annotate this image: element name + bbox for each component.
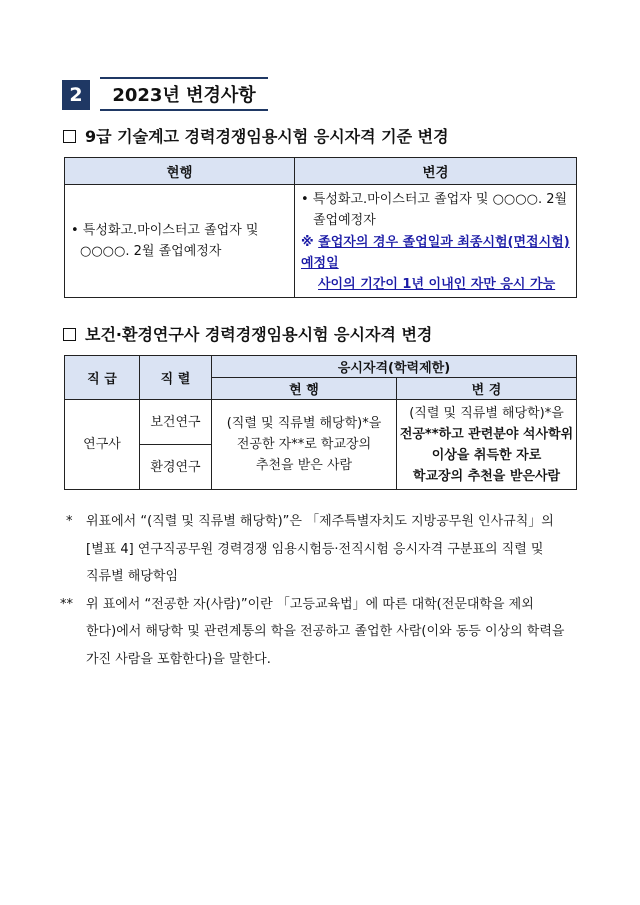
- subsection1-heading-text: 9급 기술계고 경력경쟁임용시험 응시자격 기준 변경: [85, 127, 449, 146]
- current-q-line1: (직렬 및 직류별 해당학)*을: [226, 416, 382, 431]
- qualification-table: [64, 355, 577, 490]
- change-q-line3: 이상을 취득한 자로: [431, 447, 542, 463]
- criteria-change-table: [64, 157, 577, 298]
- col-grade-header: 직 급: [65, 356, 140, 400]
- reference-mark: ※: [301, 235, 314, 250]
- change-q-line1: (직렬 및 직류별 해당학)*을: [409, 405, 564, 421]
- subsection1-heading: [63, 124, 449, 147]
- grade-cell: 연구사: [65, 400, 140, 490]
- change-qualification-cell: [397, 400, 577, 490]
- footnote-2: [60, 591, 580, 674]
- change-q-line2: 전공**하고 관련분야 석사학위: [399, 426, 574, 442]
- footnote-1: [60, 508, 580, 591]
- change-cell: [295, 185, 577, 298]
- section-number-badge: 2: [62, 80, 90, 110]
- footnote-1-line1: 위표에서 “(직렬 및 직류별 해당학)”은 「제주특별자치도 지방공무원 인사규칙」의: [86, 514, 554, 529]
- subsection2-heading: [63, 322, 432, 345]
- change-line1: • 특성화고.마이스터고 졸업자 및 ○○○○. 2월: [301, 192, 568, 207]
- current-cell: [65, 185, 295, 298]
- col-change-header: 변 경: [397, 378, 577, 400]
- current-q-line2: 전공한 자**로 학교장의: [236, 437, 372, 452]
- footnote-1-line3: 직류별 해당학임: [86, 569, 179, 584]
- current-line2: ○○○○. 2월 졸업예정자: [80, 244, 222, 259]
- change-note-line1: [301, 232, 570, 274]
- col-series-header: 직 렬: [140, 356, 212, 400]
- footnote-2-line3: 가진 사람을 포함한다)을 말한다.: [86, 651, 271, 667]
- footnotes: [60, 508, 580, 673]
- subsection2-heading-text: 보건·환경연구사 경력경쟁임용시험 응시자격 변경: [85, 325, 433, 344]
- col-qualification-header: 응시자격(학력제한): [212, 356, 577, 378]
- footnote-2-mark: **: [60, 596, 73, 612]
- change-line2: 졸업예정자: [313, 213, 376, 228]
- footnote-1-mark: *: [66, 514, 73, 529]
- footnote-2-line2: 한다)에서 해당학 및 관련계통의 학을 전공하고 졸업한 사람(이와 동등 이상의 학력을: [86, 624, 565, 639]
- footnote-2-line1: 위 표에서 “전공한 자(사람)”이란 「고등교육법」에 따른 대학(전문대학을 제외: [86, 596, 534, 612]
- change-note-line2: 사이의 기간이 1년 이내인 자만 응시 가능: [318, 277, 556, 292]
- current-q-line3: 추천을 받은 사람: [255, 458, 353, 473]
- series-cell-health: 보건연구: [140, 400, 212, 445]
- col-current-header: 현행: [65, 158, 295, 185]
- series-cell-environment: 환경연구: [140, 445, 212, 490]
- change-q-line4: 학교장의 추천을 받은사람: [412, 468, 561, 484]
- col-current-header: 현 행: [212, 378, 397, 400]
- checkbox-square-icon: [63, 130, 76, 143]
- change-note-line1-text: 졸업자의 경우 졸업일과 최종시험(면접시험)예정일: [301, 235, 570, 271]
- col-change-header: 변경: [295, 158, 577, 185]
- section-title: 2023년 변경사항: [100, 77, 268, 111]
- current-qualification-cell: [212, 400, 397, 490]
- current-line1: • 특성화고.마이스터고 졸업자 및: [71, 223, 259, 238]
- footnote-1-line2: [별표 4] 연구직공무원 경력경쟁 임용시험등·전직시험 응시자격 구분표의 직렬 및: [86, 541, 544, 557]
- checkbox-square-icon: [63, 328, 76, 341]
